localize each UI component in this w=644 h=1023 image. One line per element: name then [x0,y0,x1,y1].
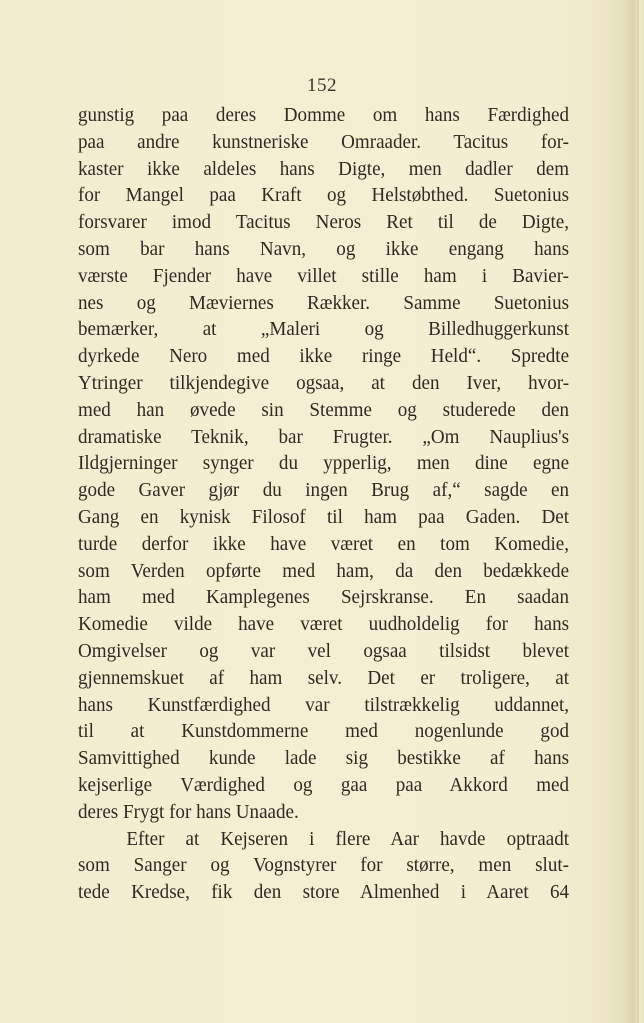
text-line: forsvarer imod Tacitus Neros Ret til de Digte, [78,211,570,234]
text-line: Gang en kynisk Filosof til ham paa Gaden. Det [78,505,570,528]
text-line: turde derfor ikke have været en tom Komedie, [78,532,570,555]
text-line: Samvittighed kunde lade sig bestikke af hans [78,747,570,770]
text-line: med han øvede sin Stemme og studerede den [78,398,570,421]
text-line: Omgivelser og var vel ogsaa tilsidst blevet [78,639,570,662]
text-line: ham med Kamplegenes Sejrskranse. En saadan [78,586,570,609]
page-edge-shadow [637,0,639,1023]
text-line: Ildgjerninger synger du ypperlig, men dine egne [78,452,570,475]
text-line: Ytringer tilkjendegive ogsaa, at den Iver, hvor- [78,371,570,394]
text-line: gode Gaver gjør du ingen Brug af,“ sagde en [78,479,570,502]
text-line: dyrkede Nero med ikke ringe Held“. Spredte [78,345,570,368]
text-line: for Mangel paa Kraft og Helstøbthed. Suetonius [78,184,570,207]
text-line: paa andre kunstneriske Omraader. Tacitus for- [78,130,570,153]
text-line-paragraph-end: deres Frygt for hans Unaade. [78,800,299,823]
text-line: dramatiske Teknik, bar Frugter. „Om Nauplius's [78,425,570,448]
page-number: 152 [307,75,337,96]
text-line: nes og Mæviernes Rækker. Samme Suetonius [78,291,570,314]
text-line: til at Kunstdommerne med nogenlunde god [78,720,570,743]
text-line: kejserlige Værdighed og gaa paa Akkord med [78,773,570,796]
text-line: gjennemskuet af ham selv. Det er troligere, at [78,666,570,689]
text-line: gunstig paa deres Domme om hans Færdighed [78,104,570,126]
text-line: som bar hans Navn, og ikke engang hans [78,237,570,260]
text-line: bemærker, at „Maleri og Billedhuggerkunst [78,318,570,341]
body-text [78,102,569,906]
text-line: hans Kunstfærdighed var tilstrækkelig uddannet, [78,693,570,716]
text-line-paragraph-start: Efter at Kejseren i flere Aar havde optraadt [126,827,570,850]
text-line: som Sanger og Vognstyrer for større, men slut- [78,854,570,877]
text-line: tede Kredse, fik den store Almenhed i Aaret 64 [78,881,570,904]
text-line: som Verden opførte med ham, da den bedækkede [78,559,570,582]
text-line: kaster ikke aldeles hans Digte, men dadler dem [78,157,570,180]
text-line: værste Fjender have villet stille ham i Bavier- [78,264,570,287]
text-line: Komedie vilde have været uudholdelig for hans [78,613,570,636]
